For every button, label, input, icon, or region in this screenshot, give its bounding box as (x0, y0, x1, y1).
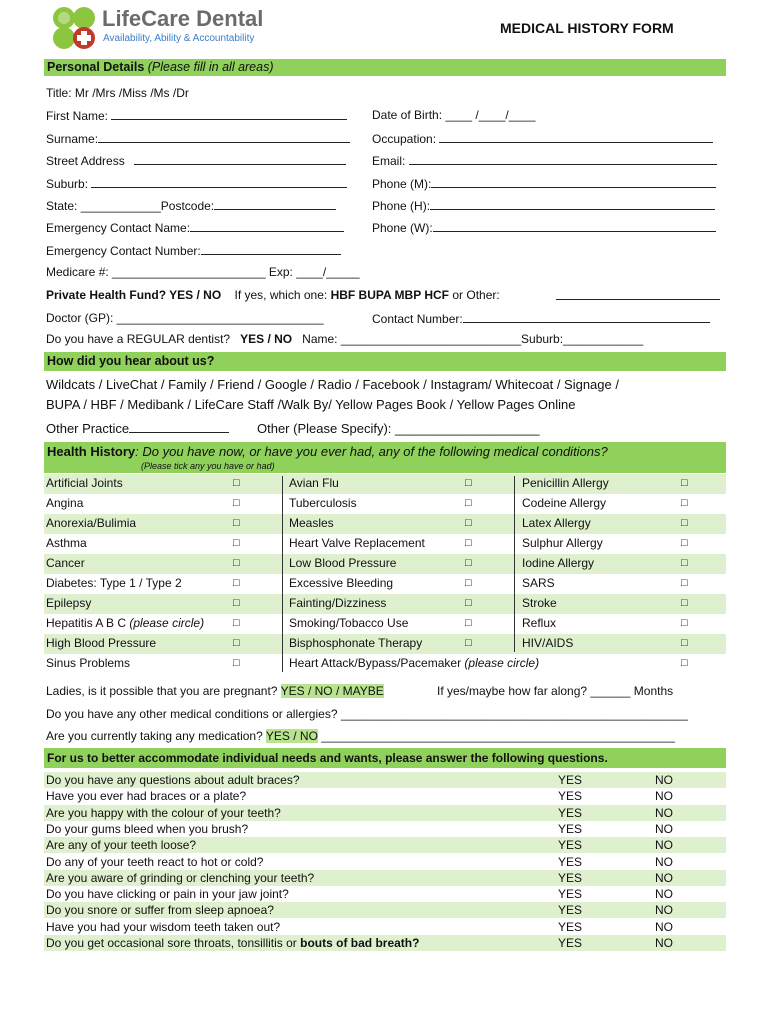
question-text: Do you get occasional sore throats, tonsillitis or (46, 936, 301, 950)
no-option[interactable]: NO (655, 789, 673, 803)
regular-dentist-yes-no[interactable]: YES / NO (240, 332, 293, 346)
needs-question (46, 903, 274, 917)
yes-option[interactable]: YES (558, 920, 583, 934)
medication-question: Are you currently taking any medication? (46, 729, 263, 743)
checkbox[interactable]: □ (465, 577, 472, 589)
checkbox[interactable]: □ (233, 657, 240, 669)
logo (50, 5, 280, 51)
occupation-field[interactable] (372, 131, 713, 146)
phone-h-field[interactable] (372, 198, 715, 213)
regular-dentist-field[interactable] (46, 332, 643, 346)
question-text: Do you snore or suffer from sleep apnoea? (46, 903, 274, 917)
condition-col1-item[interactable] (46, 636, 156, 650)
street-field[interactable] (46, 153, 346, 168)
no-option[interactable]: NO (655, 887, 673, 901)
health-fund-options: HBF BUPA MBP HCF (330, 288, 450, 302)
pregnant-question: Ladies, is it possible that you are pregnant? (46, 684, 278, 698)
health-fund-question: Private Health Fund? YES / NO (46, 288, 222, 302)
checkbox[interactable]: □ (681, 537, 688, 549)
hear-about-header (44, 352, 726, 371)
medication-yes-no[interactable]: YES / NO (265, 729, 318, 743)
no-option[interactable]: NO (655, 871, 673, 885)
title-field[interactable]: Title: Mr /Mrs /Miss /Ms /Dr (46, 86, 189, 100)
question-text: Do your gums bleed when you brush? (46, 822, 249, 836)
condition-label: Angina (46, 496, 84, 510)
pregnant-options[interactable]: YES / NO / MAYBE (280, 684, 384, 698)
question-text: Are any of your teeth loose? (46, 838, 197, 852)
question-text: Do any of your teeth react to hot or cold? (46, 855, 264, 869)
checkbox[interactable]: □ (233, 537, 240, 549)
condition-label: Heart Valve Replacement (289, 536, 425, 550)
no-option[interactable]: NO (655, 936, 673, 950)
medicare-field[interactable]: Medicare #: _______________________ Exp: ____/_____ (46, 265, 360, 279)
condition-col1-item[interactable] (46, 536, 87, 550)
condition-note: (please circle) (129, 616, 205, 630)
no-option[interactable]: NO (655, 855, 673, 869)
needs-question (46, 871, 314, 885)
condition-col3-item[interactable]: SARS (522, 576, 555, 590)
yes-option[interactable]: YES (558, 887, 583, 901)
email-label: Email: (372, 154, 406, 168)
logo-mark-icon (50, 5, 98, 51)
phone-w-field[interactable] (372, 220, 716, 235)
condition-col1-item[interactable] (46, 616, 204, 630)
other-practice-field[interactable] (46, 421, 229, 436)
checkbox[interactable]: □ (465, 637, 472, 649)
emergency-number-label: Emergency Contact Number: (46, 244, 201, 258)
phone-m-label: Phone (M): (372, 177, 432, 191)
condition-label: Bisphosphonate Therapy (289, 636, 423, 650)
no-option[interactable]: NO (655, 838, 673, 852)
checkbox[interactable]: □ (681, 617, 688, 629)
condition-col3-item[interactable]: HIV/AIDS (522, 636, 574, 650)
condition-col2-item[interactable] (289, 536, 425, 550)
condition-col1-item[interactable] (46, 576, 182, 590)
condition-col2-item[interactable] (289, 476, 339, 490)
condition-label: Artificial Joints (46, 476, 123, 490)
yes-option[interactable]: YES (558, 773, 583, 787)
logo-tagline: Availability, Ability & Accountability (103, 33, 255, 44)
condition-col3-item[interactable]: Iodine Allergy (522, 556, 595, 570)
yes-option[interactable]: YES (558, 806, 583, 820)
suburb-field[interactable] (46, 176, 347, 191)
condition-label: High Blood Pressure (46, 636, 157, 650)
question-text: Are you happy with the colour of your teeth? (46, 806, 281, 820)
checkbox[interactable]: □ (465, 477, 472, 489)
emergency-number-field[interactable] (46, 243, 341, 258)
checkbox[interactable]: □ (681, 597, 688, 609)
health-header-question: : Do you have now, or have you ever had, any of the following medical conditions? (135, 444, 608, 459)
condition-col3-item[interactable]: Penicillin Allergy (522, 476, 609, 490)
needs-header (44, 748, 726, 768)
contact-number-field[interactable] (372, 311, 710, 326)
health-header-bold: Health History (47, 444, 136, 459)
condition-label: Low Blood Pressure (289, 556, 397, 570)
checkbox[interactable]: □ (233, 497, 240, 509)
condition-col1-item[interactable] (46, 556, 85, 570)
condition-label: Diabetes: Type 1 / Type 2 (46, 576, 182, 590)
condition-label: Epilepsy (46, 596, 92, 610)
needs-question (46, 936, 419, 950)
question-text: Have you ever had braces or a plate? (46, 789, 247, 803)
regular-dentist-details: Name: ___________________________Suburb:____________ (302, 332, 644, 346)
condition-label: Heart Attack/Bypass/Pacemaker (289, 656, 465, 670)
condition-label: Avian Flu (289, 476, 339, 490)
condition-col2-item[interactable] (289, 576, 393, 590)
condition-note: (please circle) (464, 656, 540, 670)
condition-col3-item[interactable]: Reflux (522, 616, 557, 630)
condition-row-shade (44, 514, 726, 534)
column-divider (514, 476, 515, 652)
yes-option[interactable]: YES (558, 903, 583, 917)
form-title: MEDICAL HISTORY FORM (500, 20, 674, 36)
needs-header-text: For us to better accommodate individual needs and wants, please answer the following questions. (47, 751, 608, 765)
condition-col2-item[interactable] (289, 516, 334, 530)
checkbox[interactable]: □ (465, 497, 472, 509)
personal-header-bold: Personal Details (47, 60, 145, 74)
condition-col2-item[interactable] (289, 616, 408, 630)
personal-header-note: (Please fill in all areas) (147, 60, 274, 74)
checkbox[interactable]: □ (233, 557, 240, 569)
health-subnote: (Please tick any you have or had) (141, 461, 275, 471)
condition-col2-item[interactable] (289, 596, 386, 610)
checkbox[interactable]: □ (233, 597, 240, 609)
no-option[interactable]: NO (655, 920, 673, 934)
checkbox[interactable]: □ (233, 577, 240, 589)
checkbox[interactable]: □ (681, 557, 688, 569)
condition-col3-item[interactable]: Stroke (522, 596, 557, 610)
regular-dentist-question: Do you have a REGULAR dentist? (46, 332, 231, 346)
state-label: State: ____________Postcode: (46, 199, 215, 213)
street-label: Street Address (46, 154, 125, 168)
phone-h-label: Phone (H): (372, 199, 431, 213)
contact-number-label: Contact Number: (372, 312, 463, 326)
question-text-bold: bouts of bad breath? (300, 936, 420, 950)
checkbox[interactable]: □ (681, 517, 688, 529)
condition-col2-item[interactable] (289, 656, 539, 670)
health-history-header (44, 442, 726, 473)
email-field[interactable] (372, 153, 717, 168)
first-name-label: First Name: (46, 109, 109, 123)
checkbox[interactable]: □ (681, 577, 688, 589)
other-practice-label: Other Practice (46, 421, 130, 436)
phone-w-label: Phone (W): (372, 221, 433, 235)
checkbox[interactable]: □ (465, 517, 472, 529)
hear-options-line-1[interactable]: Wildcats / LiveChat / Family / Friend / Google / Radio / Facebook / Instagram/ Whitecoat / Signage / (46, 377, 619, 392)
suburb-label: Suburb: (46, 177, 89, 191)
no-option[interactable]: NO (655, 903, 673, 917)
question-text: Have you had your wisdom teeth taken out? (46, 920, 281, 934)
yes-option[interactable]: YES (558, 789, 583, 803)
condition-label: Sinus Problems (46, 656, 131, 670)
needs-question (46, 773, 300, 787)
condition-label: Anorexia/Bulimia (46, 516, 137, 530)
yes-option[interactable]: YES (558, 871, 583, 885)
condition-col1-item[interactable] (46, 476, 123, 490)
medication-field[interactable] (46, 729, 675, 743)
condition-col1-item[interactable] (46, 516, 136, 530)
condition-col2-item[interactable] (289, 636, 422, 650)
checkbox[interactable]: □ (233, 637, 240, 649)
first-name-field[interactable] (46, 108, 347, 123)
column-divider (282, 476, 283, 672)
yes-option[interactable]: YES (558, 936, 583, 950)
checkbox[interactable]: □ (465, 617, 472, 629)
condition-label: Measles (289, 516, 334, 530)
occupation-label: Occupation: (372, 132, 437, 146)
surname-label: Surname: (46, 132, 99, 146)
condition-col2-item[interactable] (289, 556, 396, 570)
surname-field[interactable] (46, 131, 350, 146)
condition-label: Smoking/Tobacco Use (289, 616, 409, 630)
pregnant-field[interactable] (46, 684, 384, 698)
condition-label: Hepatitis A B C (46, 616, 130, 630)
no-option[interactable]: NO (655, 806, 673, 820)
condition-label: Excessive Bleeding (289, 576, 394, 590)
condition-col3-item[interactable]: Sulphur Allergy (522, 536, 603, 550)
condition-label: Cancer (46, 556, 85, 570)
emergency-name-label: Emergency Contact Name: (46, 221, 191, 235)
checkbox[interactable]: □ (681, 497, 688, 509)
yes-option[interactable]: YES (558, 838, 583, 852)
dob-field[interactable]: Date of Birth: ____ /____/____ (372, 108, 536, 122)
condition-col3-item[interactable]: Latex Allergy (522, 516, 591, 530)
condition-col2-item[interactable] (289, 496, 357, 510)
question-text: Do you have clicking or pain in your jaw joint? (46, 887, 289, 901)
hear-options-line-2[interactable]: BUPA / HBF / Medibank / LifeCare Staff /Walk By/ Yellow Pages Book / Yellow Pages Online (46, 397, 576, 412)
health-fund-other: or Other: (452, 288, 500, 302)
checkbox[interactable]: □ (233, 517, 240, 529)
condition-col1-item[interactable] (46, 596, 91, 610)
needs-question (46, 838, 196, 852)
needs-question (46, 920, 280, 934)
health-fund-which: If yes, which one: (234, 288, 328, 302)
checkbox[interactable]: □ (681, 637, 688, 649)
condition-col1-item[interactable] (46, 656, 130, 670)
checkbox[interactable]: □ (465, 557, 472, 569)
checkbox[interactable]: □ (681, 477, 688, 489)
state-postcode-field[interactable] (46, 198, 336, 213)
yes-option[interactable]: YES (558, 822, 583, 836)
hear-about-header-text: How did you hear about us? (47, 354, 215, 368)
condition-col3-item[interactable]: Codeine Allergy (522, 496, 607, 510)
emergency-name-field[interactable] (46, 220, 344, 235)
needs-question (46, 887, 289, 901)
yes-option[interactable]: YES (558, 855, 583, 869)
question-text: Do you have any questions about adult braces? (46, 773, 300, 787)
health-fund-field[interactable] (46, 288, 500, 302)
other-conditions-field[interactable]: Do you have any other medical conditions or allergies? ____________________________________________________ (46, 707, 688, 721)
checkbox[interactable]: □ (465, 537, 472, 549)
condition-row-shade (44, 474, 726, 494)
condition-label: Fainting/Dizziness (289, 596, 387, 610)
logo-brand: LifeCare Dental (102, 6, 264, 31)
needs-question (46, 822, 248, 836)
question-text: Are you aware of grinding or clenching your teeth? (46, 871, 315, 885)
phone-m-field[interactable] (372, 176, 716, 191)
doctor-field[interactable]: Doctor (GP): _______________________________ (46, 311, 324, 325)
checkbox[interactable]: □ (233, 617, 240, 629)
checkbox[interactable]: □ (233, 477, 240, 489)
condition-col1-item[interactable] (46, 496, 83, 510)
personal-details-header (44, 59, 726, 76)
condition-label: Asthma (46, 536, 87, 550)
checkbox[interactable]: □ (681, 657, 688, 669)
needs-question (46, 806, 281, 820)
no-option[interactable]: NO (655, 822, 673, 836)
condition-label: Tuberculosis (289, 496, 357, 510)
medication-line: _____________________________________________________ (321, 729, 675, 743)
checkbox[interactable]: □ (465, 597, 472, 609)
health-fund-other-line[interactable] (556, 288, 720, 303)
pregnant-months-field[interactable]: If yes/maybe how far along? ______ Months (437, 684, 674, 698)
needs-question (46, 789, 246, 803)
other-specify-field[interactable]: Other (Please Specify): ____________________ (257, 421, 540, 436)
no-option[interactable]: NO (655, 773, 673, 787)
needs-question (46, 855, 263, 869)
